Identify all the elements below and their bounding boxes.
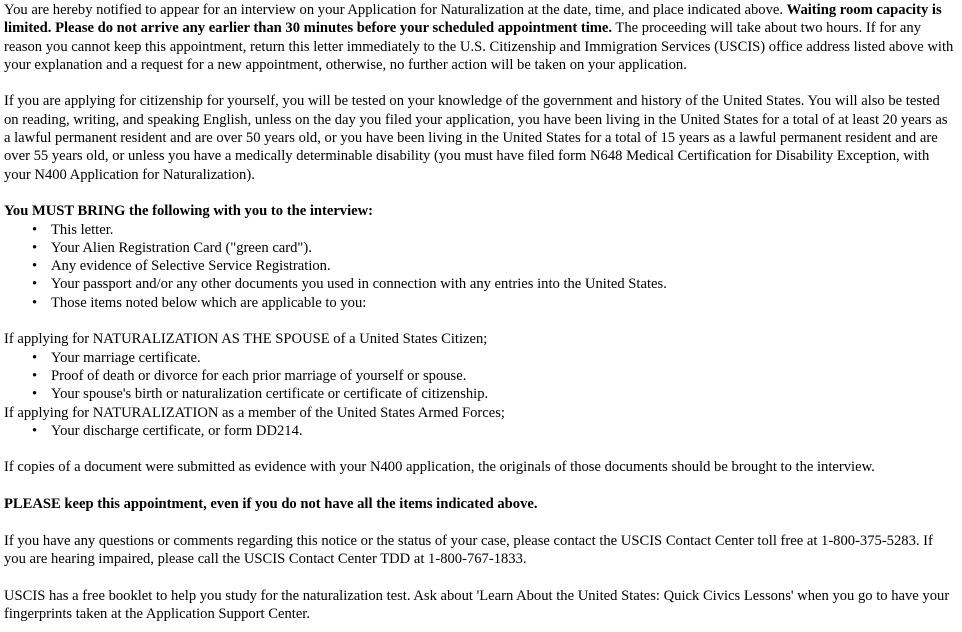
list-item: • This letter. (51, 221, 956, 239)
spouse-list (4, 349, 956, 404)
armed-forces-list (4, 422, 956, 440)
must-bring-heading: You MUST BRING the following with you to the interview: (4, 203, 374, 220)
spouse-section (4, 330, 956, 403)
list-item: • Those items noted below which are applicable to you: (51, 294, 956, 312)
list-item: • Your spouse's birth or naturalization certificate or certificate of citizenship. (51, 385, 956, 403)
list-item: • Any evidence of Selective Service Registration. (51, 257, 956, 275)
intro-text-1: You are hereby notified to appear for an interview on your Application for Naturalization at the date, time, and place indicated above. (4, 2, 787, 18)
armed-forces-section (4, 404, 956, 441)
copies-paragraph: If copies of a document were submitted as evidence with your N400 application, the originals of those documents should be brought to the interview. (4, 459, 875, 476)
please-keep-paragraph: PLEASE keep this appointment, even if you do not have all the items indicated above. (4, 496, 538, 513)
list-item: • Your Alien Registration Card ("green card"). (51, 239, 956, 257)
list-item: • Your marriage certificate. (51, 349, 956, 367)
booklet-paragraph: USCIS has a free booklet to help you study for the naturalization test. Ask about 'Learn About the United States: Quick Civics Lessons' when you go to have your fingerprints taken at the Application Support Center. (4, 587, 950, 622)
contact-paragraph: If you have any questions or comments regarding this notice or the status of your case, please contact the USCIS Contact Center toll free at 1-800-375-5283. If you are hearing impaired, please call the USCIS Contact Center TDD at 1-800-767-1833. (4, 532, 933, 567)
citizenship-paragraph: If you are applying for citizenship for yourself, you will be tested on your knowledge of the government and history of the United States. You will also be tested on reading, writing, and speaking English, unless on the day you filed your application, you have been living in the United States for a total of at least 20 years as a lawful permanent resident and are over 50 years old, or you have been living in the United States for a total of 15 years as a lawful permanent resident and are over 55 years old, or unless you have a medically determinable disability (you must have filed form N648 Medical Certification for Disability Exception, with your N400 Application for Naturalization). (4, 93, 948, 183)
intro-text-2: The proceeding will take about two hours. If for any reason you cannot keep this appointment, return this letter immediately to the U.S. Citizenship and Immigration Services (USCIS) office address listed above with your explanation and a request for a new appointment, otherwise, no further action will be taken on your application. (4, 20, 954, 73)
spouse-heading: If applying for NATURALIZATION AS THE SPOUSE of a United States Citizen; (4, 331, 488, 348)
list-item: • Your passport and/or any other documents you used in connection with any entries into the United States. (51, 275, 956, 293)
list-item: • Proof of death or divorce for each prior marriage of yourself or spouse. (51, 367, 956, 385)
must-bring-section (4, 202, 956, 312)
armed-forces-heading: If applying for NATURALIZATION as a member of the United States Armed Forces; (4, 404, 505, 421)
intro-paragraph (4, 1, 956, 74)
list-item: • Your discharge certificate, or form DD214. (51, 422, 956, 440)
must-bring-list (4, 221, 956, 312)
waiting-room-warning: Waiting room capacity is limited. Please do not arrive any earlier than 30 minutes before your scheduled appointment time. (4, 2, 942, 37)
